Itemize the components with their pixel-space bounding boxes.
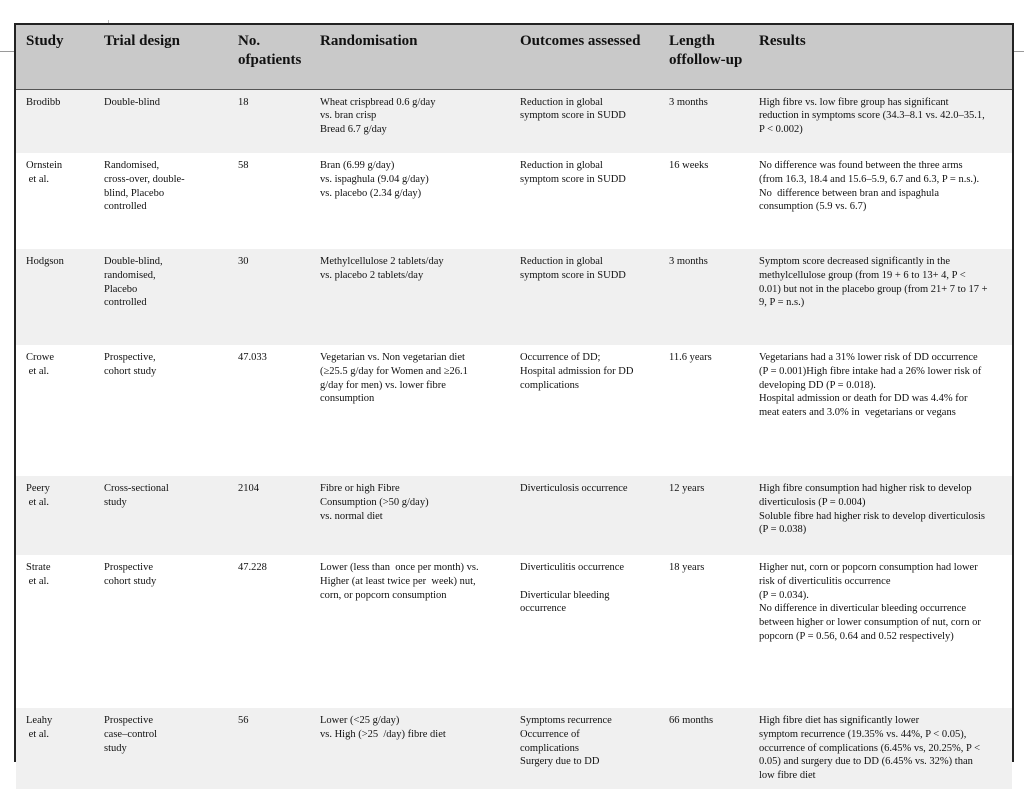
- cell-text-line: vs. ispaghula (9.04 g/day): [320, 173, 429, 185]
- cell-study: [16, 708, 94, 789]
- cell-text-line: et al.: [26, 496, 50, 508]
- cell-text-line: 11.6 years: [669, 352, 712, 363]
- cell-text-line: methylcellulose group (from 19 + 6 to 13+ 4, P <: [759, 269, 966, 281]
- cell-text-line: symptom score in SUDD: [520, 173, 626, 185]
- table-row: [16, 555, 1012, 708]
- cell-results: [749, 708, 1012, 789]
- cell-outcomes-assessed: [510, 476, 659, 555]
- cell-text-line: vs. placebo 2 tablets/day: [320, 269, 424, 281]
- table-row: [16, 345, 1012, 476]
- cell-text-line: Fibre or high Fibre: [320, 483, 400, 494]
- cell-text-line: Symptoms recurrence: [520, 715, 612, 726]
- cell-text-line: Higher nut, corn or popcorn consumption had lower: [759, 562, 978, 573]
- cell-trial-design: [94, 555, 228, 708]
- cell-text-line: Double-blind: [104, 96, 160, 108]
- cell-text-line: between higher or lower consumption of nut, corn or: [759, 617, 981, 629]
- cell-results: [749, 153, 1012, 249]
- cell-text-line: (P = 0.034).: [759, 589, 809, 601]
- cell-text-line: symptom score in SUDD: [520, 110, 626, 122]
- cell-text-line: occurrence of complications (6.45% vs, 20.25%, P <: [759, 742, 981, 754]
- cell-text-line: Cross-sectional: [104, 483, 169, 494]
- cell-results: [749, 476, 1012, 555]
- cell-text-line: 16 weeks: [669, 160, 709, 171]
- cell-text-line: Wheat crispbread 0.6 g/day: [320, 96, 436, 108]
- cell-no-of-patients: [228, 89, 310, 153]
- header-trial-design: Trial design: [94, 25, 228, 89]
- cell-text-line: Reduction in global: [520, 256, 603, 267]
- cell-text-line: meat eaters and 3.0% in vegetarians or vegans: [759, 407, 956, 419]
- cell-text-line: vs. placebo (2.34 g/day): [320, 187, 422, 199]
- cell-text-line: (≥25.5 g/day for Women and ≥26.1: [320, 365, 468, 377]
- cell-text-line: Soluble fibre had higher risk to develop diverticulosis: [759, 510, 985, 522]
- cell-length-of-follow-up: [659, 249, 749, 345]
- cell-text-line: vs. normal diet: [320, 510, 383, 522]
- cell-text-line: Occurrence of: [520, 728, 580, 740]
- cell-text-line: Surgery due to DD: [520, 756, 600, 768]
- cell-text-line: study: [104, 496, 127, 508]
- cell-text-line: Double-blind,: [104, 256, 163, 267]
- cell-outcomes-assessed: [510, 708, 659, 789]
- cell-randomisation: [310, 345, 510, 476]
- cell-text-line: 9, P = n.s.): [759, 297, 805, 309]
- cell-text-line: reduction in symptoms score (34.3–8.1 vs. 42.0–35.1,: [759, 110, 985, 122]
- cell-text-line: vs. High (>25 /day) fibre diet: [320, 728, 446, 740]
- cell-text-line: [520, 575, 655, 589]
- cell-text-line: cohort study: [104, 365, 157, 377]
- cell-text-line: Hospital admission for DD: [520, 365, 634, 377]
- cell-text-line: 0.05) and surgery due to DD (6.45% vs. 32%) than: [759, 756, 973, 768]
- cell-text-line: High fibre vs. low fibre group has significant: [759, 96, 949, 108]
- cell-text-line: controlled: [104, 297, 147, 309]
- header-outcomes-assessed: Outcomes assessed: [510, 25, 659, 89]
- cell-text-line: g/day for men) vs. lower fibre: [320, 379, 446, 391]
- cell-randomisation: [310, 89, 510, 153]
- cell-text-line: 18: [238, 96, 249, 108]
- cell-text-line: symptom score in SUDD: [520, 269, 626, 281]
- cell-text-line: study: [104, 742, 127, 754]
- cell-text-line: Peery: [26, 483, 50, 494]
- cell-trial-design: [94, 153, 228, 249]
- cell-outcomes-assessed: [510, 153, 659, 249]
- cell-text-line: Diverticulosis occurrence: [520, 483, 628, 494]
- cell-text-line: Vegetarians had a 31% lower risk of DD occurrence: [759, 352, 978, 363]
- cell-trial-design: [94, 708, 228, 789]
- cell-text-line: case–control: [104, 728, 158, 740]
- cell-text-line: Prospective,: [104, 352, 156, 363]
- cell-text-line: 3 months: [669, 96, 708, 108]
- cell-randomisation: [310, 249, 510, 345]
- table-row: [16, 153, 1012, 249]
- cell-trial-design: [94, 249, 228, 345]
- cell-results: [749, 249, 1012, 345]
- cell-text-line: popcorn (P = 0.56, 0.64 and 0.52 respectively): [759, 630, 954, 642]
- cell-text-line: blind, Placebo: [104, 187, 165, 199]
- cell-text-line: Diverticulitis occurrence: [520, 562, 625, 573]
- cell-no-of-patients: [228, 555, 310, 708]
- cell-randomisation: [310, 708, 510, 789]
- header-randomisation: Randomisation: [310, 25, 510, 89]
- cell-study: [16, 89, 94, 153]
- cell-text-line: 2104: [238, 483, 259, 494]
- cell-text-line: High fibre consumption had higher risk to develop: [759, 483, 972, 494]
- cell-text-line: P < 0.002): [759, 124, 803, 136]
- table-row: [16, 476, 1012, 555]
- cell-study: [16, 555, 94, 708]
- cell-text-line: Methylcellulose 2 tablets/day: [320, 256, 444, 267]
- cell-text-line: Symptom score decreased significantly in the: [759, 256, 950, 267]
- cell-text-line: (P = 0.001)High fibre intake had a 26% lower risk of: [759, 365, 982, 377]
- cell-text-line: Vegetarian vs. Non vegetarian diet: [320, 352, 465, 363]
- cell-text-line: vs. bran crisp: [320, 110, 377, 122]
- cell-length-of-follow-up: [659, 345, 749, 476]
- cell-text-line: (from 16.3, 18.4 and 15.6–5.9, 6.7 and 6.3, P = n.s.).: [759, 173, 980, 185]
- cell-randomisation: [310, 153, 510, 249]
- cell-results: [749, 555, 1012, 708]
- cell-text-line: 3 months: [669, 256, 708, 267]
- cell-text-line: Crowe: [26, 352, 54, 363]
- cell-text-line: complications: [520, 742, 579, 754]
- cell-no-of-patients: [228, 153, 310, 249]
- cell-text-line: Higher (at least twice per week) nut,: [320, 575, 476, 587]
- cell-text-line: corn, or popcorn consumption: [320, 589, 447, 601]
- cell-text-line: consumption: [320, 393, 375, 405]
- cell-text-line: developing DD (P = 0.018).: [759, 379, 876, 391]
- cell-text-line: et al.: [26, 575, 50, 587]
- cell-text-line: 0.01) but not in the placebo group (from 21+ 7 to 17 +: [759, 283, 988, 295]
- cell-outcomes-assessed: [510, 249, 659, 345]
- cell-randomisation: [310, 476, 510, 555]
- cell-text-line: Strate: [26, 562, 51, 573]
- cell-no-of-patients: [228, 345, 310, 476]
- cell-text-line: Prospective: [104, 562, 153, 573]
- cell-study: [16, 345, 94, 476]
- header-results: Results: [749, 25, 1012, 89]
- header-length-of-follow-up: Length offollow-up: [659, 25, 749, 89]
- cell-text-line: Consumption (>50 g/day): [320, 496, 429, 508]
- cell-text-line: Occurrence of DD;: [520, 352, 601, 363]
- cell-text-line: 12 years: [669, 483, 705, 494]
- cell-outcomes-assessed: [510, 89, 659, 153]
- cell-text-line: controlled: [104, 201, 147, 213]
- cell-text-line: randomised,: [104, 269, 156, 281]
- cell-length-of-follow-up: [659, 89, 749, 153]
- cell-text-line: No difference was found between the three arms: [759, 160, 963, 171]
- cell-results: [749, 345, 1012, 476]
- cell-text-line: Reduction in global: [520, 96, 603, 108]
- cell-text-line: 30: [238, 256, 249, 267]
- cell-text-line: et al.: [26, 365, 50, 377]
- cell-text-line: Hospital admission or death for DD was 4.4% for: [759, 393, 968, 405]
- cell-text-line: diverticulosis (P = 0.004): [759, 496, 866, 508]
- cell-text-line: low fibre diet: [759, 770, 816, 782]
- table-header-row: [16, 25, 1012, 89]
- cell-text-line: 58: [238, 160, 249, 171]
- cell-length-of-follow-up: [659, 476, 749, 555]
- fibre-studies-table-frame: [14, 23, 1014, 782]
- fibre-studies-table: [16, 25, 1012, 789]
- cell-trial-design: [94, 345, 228, 476]
- cell-length-of-follow-up: [659, 153, 749, 249]
- cell-study: [16, 476, 94, 555]
- cell-text-line: 47.033: [238, 352, 267, 363]
- cell-length-of-follow-up: [659, 708, 749, 789]
- cell-text-line: Placebo: [104, 283, 138, 295]
- cell-outcomes-assessed: [510, 555, 659, 708]
- cell-study: [16, 249, 94, 345]
- cell-text-line: Bread 6.7 g/day: [320, 124, 387, 136]
- cell-text-line: Prospective: [104, 715, 153, 726]
- cell-text-line: Leahy: [26, 715, 53, 726]
- cell-results: [749, 89, 1012, 153]
- header-no-of-patients: No. ofpatients: [228, 25, 310, 89]
- cell-text-line: consumption (5.9 vs. 6.7): [759, 201, 867, 213]
- cell-randomisation: [310, 555, 510, 708]
- cell-text-line: Reduction in global: [520, 160, 603, 171]
- cell-text-line: 56: [238, 715, 249, 726]
- cell-text-line: complications: [520, 379, 579, 391]
- cell-text-line: 47.228: [238, 562, 267, 573]
- cell-study: [16, 153, 94, 249]
- header-study: Study: [16, 25, 94, 89]
- cell-text-line: 66 months: [669, 715, 714, 726]
- table-row: [16, 89, 1012, 153]
- cell-text-line: occurrence: [520, 603, 567, 615]
- cell-text-line: et al.: [26, 173, 50, 185]
- cell-text-line: Brodibb: [26, 96, 61, 108]
- cell-text-line: symptom recurrence (19.35% vs. 44%, P < 0.05),: [759, 728, 967, 740]
- cell-text-line: Lower (less than once per month) vs.: [320, 562, 479, 573]
- table-row: [16, 708, 1012, 789]
- cell-trial-design: [94, 89, 228, 153]
- cell-text-line: (P = 0.038): [759, 524, 807, 536]
- cell-text-line: 18 years: [669, 562, 705, 573]
- cell-text-line: No difference in diverticular bleeding occurrence: [759, 603, 967, 615]
- cell-no-of-patients: [228, 476, 310, 555]
- cell-text-line: High fibre diet has significantly lower: [759, 715, 920, 726]
- cell-outcomes-assessed: [510, 345, 659, 476]
- cell-text-line: Lower (<25 g/day): [320, 715, 400, 726]
- cell-no-of-patients: [228, 708, 310, 789]
- cell-text-line: cross-over, double-: [104, 173, 185, 185]
- table-row: [16, 249, 1012, 345]
- cell-no-of-patients: [228, 249, 310, 345]
- cell-text-line: Ornstein: [26, 160, 63, 171]
- cell-text-line: No difference between bran and ispaghula: [759, 187, 939, 199]
- cell-length-of-follow-up: [659, 555, 749, 708]
- cell-text-line: Hodgson: [26, 256, 64, 267]
- cell-trial-design: [94, 476, 228, 555]
- cell-text-line: risk of diverticulitis occurrence: [759, 575, 891, 587]
- cell-text-line: cohort study: [104, 575, 157, 587]
- cell-text-line: Diverticular bleeding: [520, 589, 610, 601]
- cell-text-line: et al.: [26, 728, 50, 740]
- cell-text-line: Bran (6.99 g/day): [320, 160, 395, 171]
- cell-text-line: Randomised,: [104, 160, 160, 171]
